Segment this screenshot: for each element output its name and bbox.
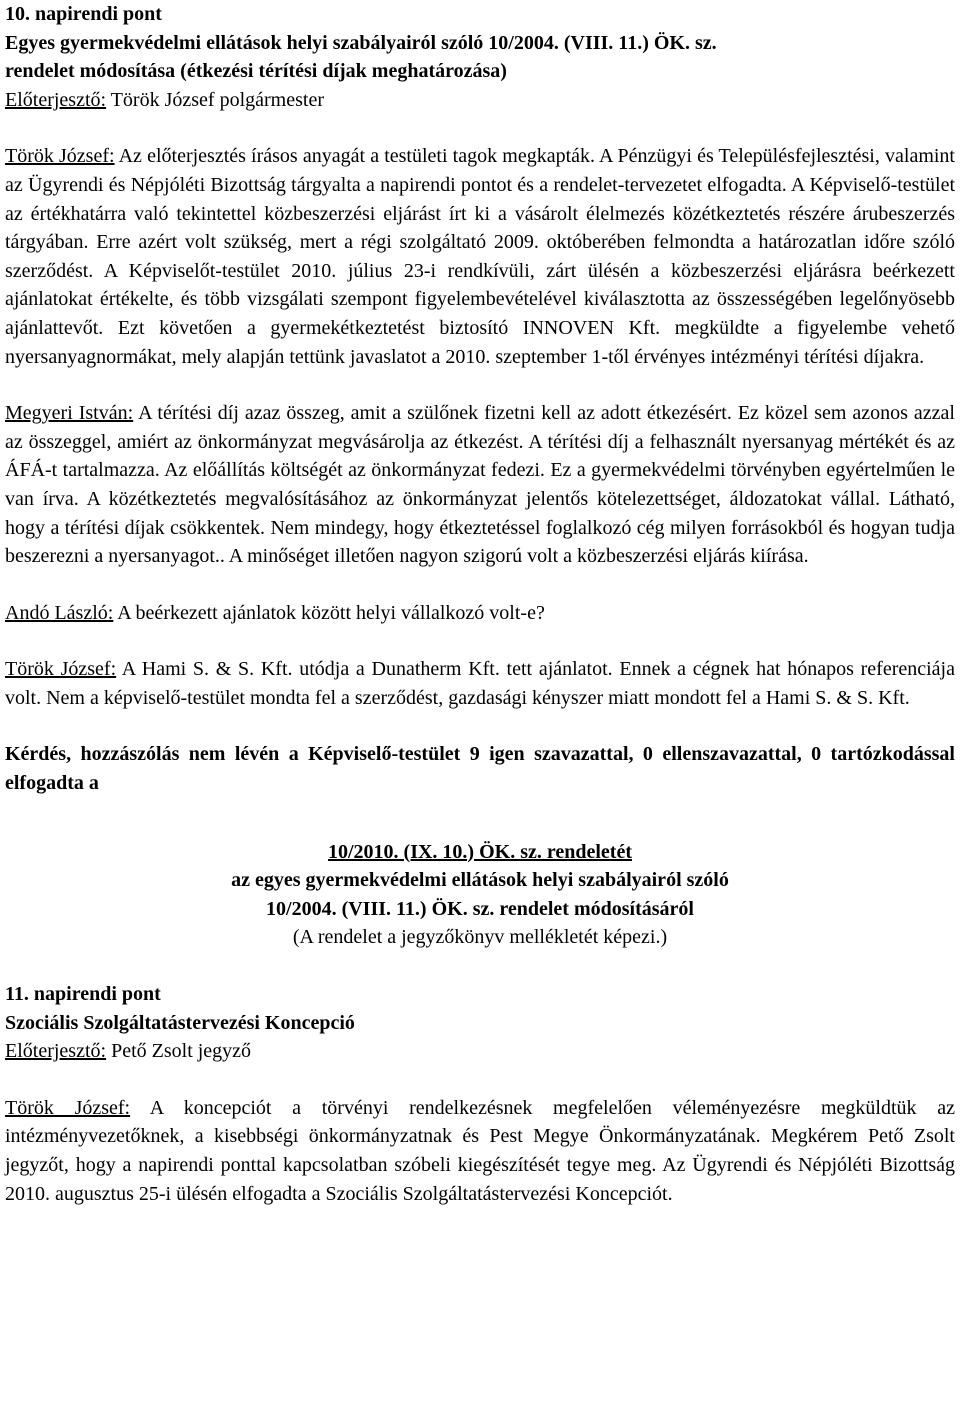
decree-amended: 10/2004. (VIII. 11.) ÖK. sz. rendelet módosításáról xyxy=(266,897,694,920)
decree-subject: az egyes gyermekvédelmi ellátások helyi szabályairól szóló xyxy=(231,869,729,892)
item10-title-line2: rendelet módosítása (étkezési térítési díjak meghatározása) xyxy=(5,60,507,83)
item10-paragraph-4 xyxy=(5,655,955,712)
decree-number: 10/2010. (IX. 10.) ÖK. sz. rendeletét xyxy=(327,840,633,863)
paragraph-text: A koncepciót a törvényi rendelkezésnek megfelelően véleményezésre megküldtük az intézményvezetőknek, a kisebbségi önkormányzatnak és Pest Megye Önkormányzatának. Megkérem Pető Zsolt jegyzőt, hogy a napirendi ponttal kapcsolatban szóbeli kiegészítését tegye meg. Az Ügyrendi és Népjóléti Bizottság 2010. augusztus 25-i ülésén elfogadta a Szociális Szolgáltatástervezési Koncepciót. xyxy=(5,1096,955,1205)
paragraph-text: Az előterjesztés írásos anyagát a testületi tagok megkapták. A Pénzügyi és Településfejlesztési, valamint az Ügyrendi és Népjóléti Bizottság tárgyalta a napirendi pontot és a rendelet-tervezetet elfogadta. A Képviselő-testület az értékhatárra való tekintettel közbeszerzési eljárást írt ki a vásárolt élelmezés közétkeztetés részére árubeszerzés tárgyában. Erre azért volt szükség, mert a régi szolgáltató 2009. októberében felmondta a határozatlan időre szóló szerződést. A Képviselőt-testület 2010. július 23-i rendkívüli, zárt ülésén a közbeszerzési eljárásra beérkezett ajánlatokat értékelte, és több vizsgálati szempont figyelembevételével kiválasztotta az összességében legelőnyösebb ajánlattevőt. Ezt követően a gyermekétkeztetést biztosító INNOVEN Kft. megküldte a figyelembe vehető nyersanyagnormákat, mely alapján tettünk javaslatot a 2010. szeptember 1-től érvényes intézményi térítési díjakra. xyxy=(5,145,955,368)
item11-heading: 11. napirendi pont xyxy=(5,983,161,1006)
decree-note: (A rendelet a jegyzőkönyv mellékletét képezi.) xyxy=(292,926,668,949)
paragraph-text: A Hami S. & S. Kft. utódja a Dunatherm Kft. tett ajánlatot. Ennek a cégnek hat hónapos referenciája volt. Nem a képviselő-testület mondta fel a szerződést, gazdasági kényszer miatt mondott fel a Hami S. & S. Kft. xyxy=(5,658,955,709)
speaker-name: Török József: xyxy=(5,1096,131,1119)
speaker-name: Török József: xyxy=(5,145,115,168)
item11-presenter-name: Pető Zsolt jegyző xyxy=(111,1040,252,1063)
item11-paragraph-1 xyxy=(5,1094,955,1208)
item11-presenter xyxy=(5,1037,955,1066)
speaker-name: Török József: xyxy=(5,658,117,681)
paragraph-text: A beérkezett ajánlatok között helyi vállalkozó volt-e? xyxy=(117,601,545,624)
item10-presenter-label: Előterjesztő: xyxy=(5,88,107,111)
item11-title: Szociális Szolgáltatástervezési Koncepció xyxy=(5,1011,355,1034)
item10-title-line1: Egyes gyermekvédelmi ellátások helyi szabályairól szóló 10/2004. (VIII. 11.) ÖK. sz. xyxy=(5,31,717,54)
speaker-name: Andó László: xyxy=(5,601,114,624)
item10-paragraph-1 xyxy=(5,142,955,371)
item11-presenter-label: Előterjesztő: xyxy=(5,1040,107,1063)
item10-decision: Kérdés, hozzászólás nem lévén a Képviselő-testület 9 igen szavazattal, 0 ellenszavazattal, 0 tartózkodással elfogadta a xyxy=(5,743,955,795)
item10-paragraph-2 xyxy=(5,399,955,571)
item10-paragraph-3 xyxy=(5,599,955,628)
item10-presenter xyxy=(5,86,955,115)
item10-presenter-name: Török József polgármester xyxy=(110,88,324,111)
item10-heading: 10. napirendi pont xyxy=(5,3,162,25)
paragraph-text: A térítési díj azaz összeg, amit a szülőnek fizetni kell az adott étkezésért. Ez közel sem azonos azzal az összeggel, amiért az önkormányzat megvásárolja az étkezést. A térítési díj a felhasznált nyersanyag mértékét és az ÁFÁ-t tartalmazza. Az előállítás költségét az önkormányzat fedezi. Ez a gyermekvédelmi törvényben egyértelműen le van írva. A közétkeztetés megvalósításához az önkormányzat jelentős kötelezettséget, áldozatokat vállal. Látható, hogy a térítési díjak csökkentek. Nem mindegy, hogy étkeztetéssel foglalkozó cég milyen forrásokból és hogyan tudja beszerezni a nyersanyagot.. A minőséget illetően nagyon szigorú volt a közbeszerzési eljárás kiírása. xyxy=(5,402,955,568)
speaker-name: Megyeri István: xyxy=(5,402,134,425)
